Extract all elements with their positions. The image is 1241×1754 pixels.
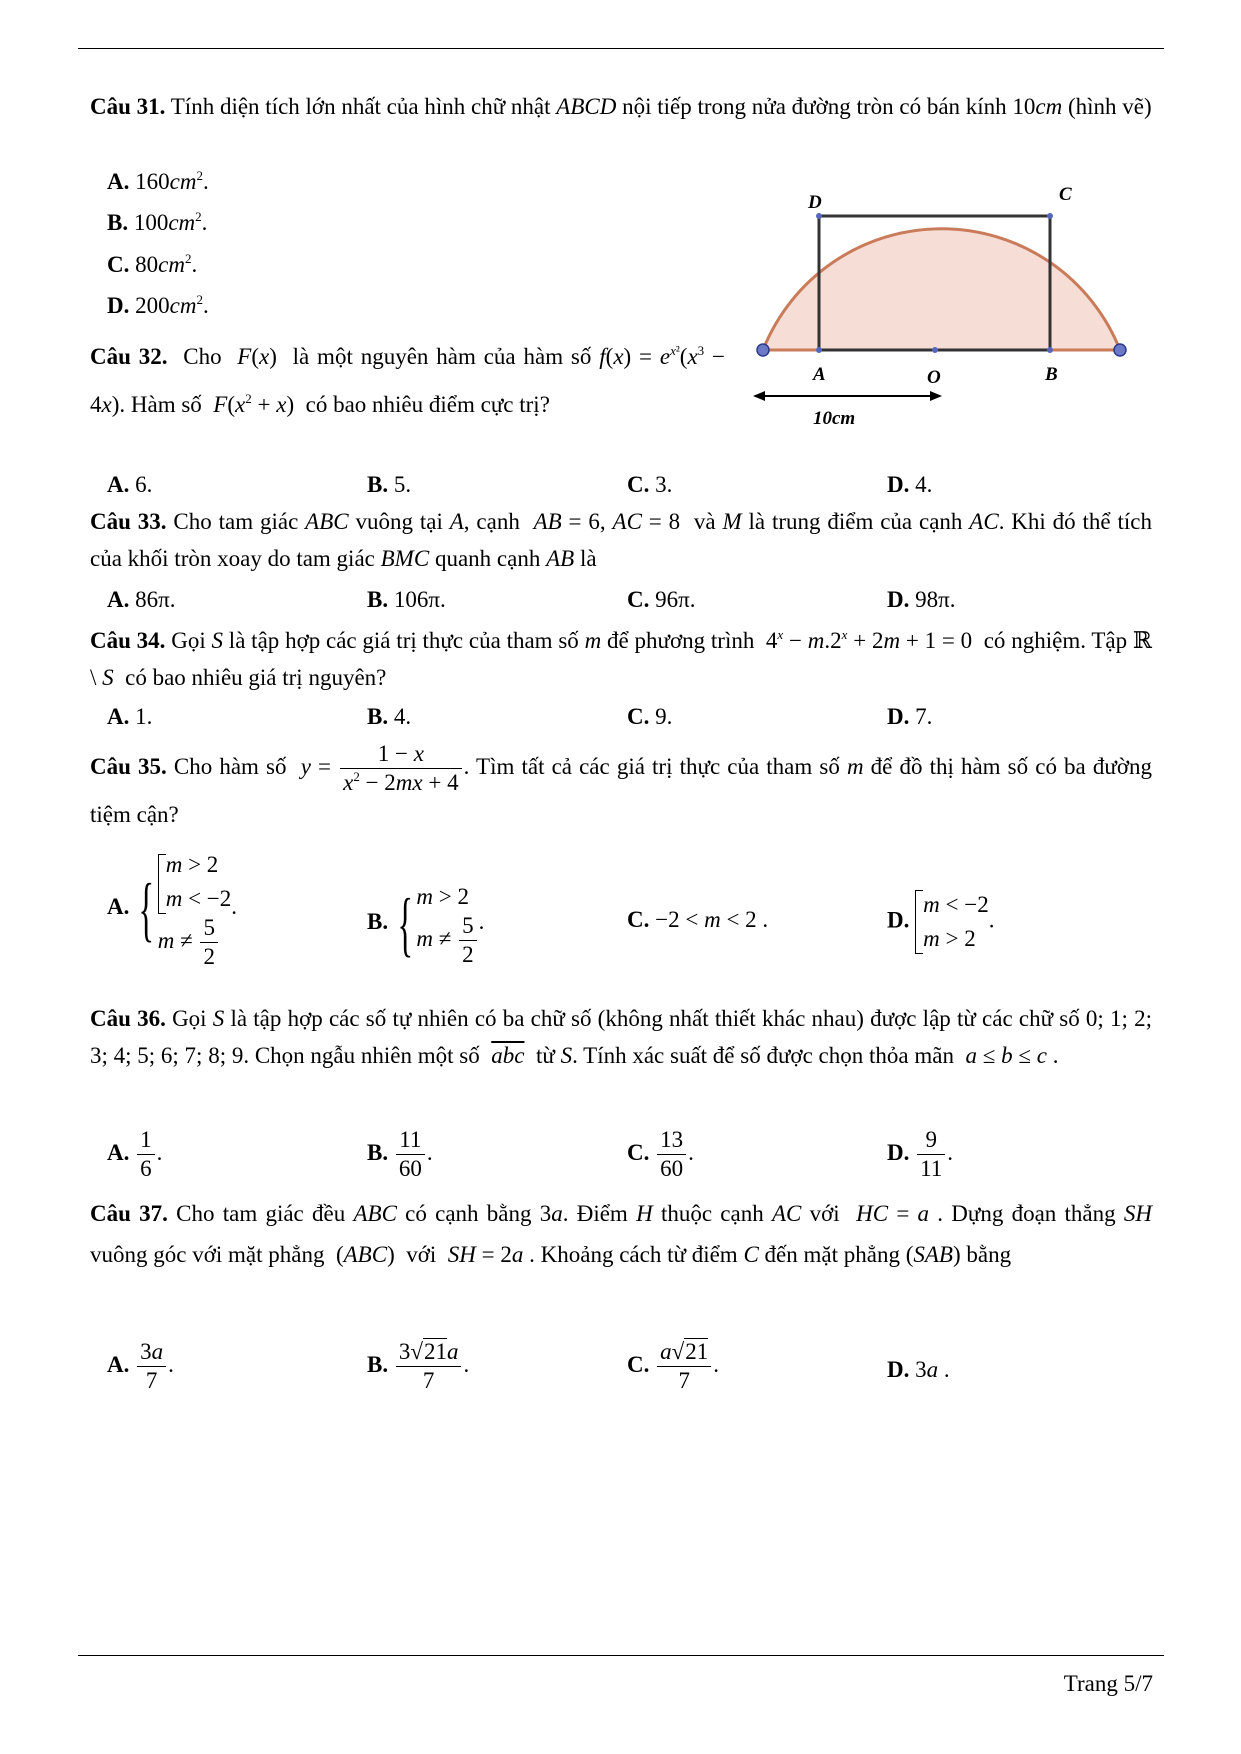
label-b: B bbox=[1045, 364, 1058, 385]
option-a: A. $\frac{1}{6}$ . bbox=[107, 1127, 163, 1182]
label-o: O bbox=[927, 367, 941, 388]
option-c: C. $\frac{13}{60}$ . bbox=[627, 1127, 694, 1182]
option-c: C. 3. bbox=[627, 472, 673, 497]
question-35: Câu 35. Cho hàm số y = $\frac{1 - x}{x^2 - 2mx + 4}$ . Tìm tất cả các giá trị thực của tham số m để đồ thị hàm số có ba đường tiệm cận? bbox=[90, 741, 1152, 828]
option-d: D. 3a . bbox=[887, 1357, 950, 1382]
option-b: B. $\frac{11}{60}$ . bbox=[367, 1127, 433, 1182]
option-d: D. 7. bbox=[887, 704, 933, 729]
option-d: D. $200cm^2$. bbox=[107, 292, 209, 318]
header-rule bbox=[78, 48, 1164, 49]
question-34: Câu 34. Gọi S là tập hợp các giá trị thực của tham số m để phương trình $4^x - m.2^x + 2m + 1 = 0$ có nghiệm. Tập ℝ \ S có bao nhiêu giá trị nguyên? bbox=[90, 627, 1152, 690]
option-b: B. $100cm^2$. bbox=[107, 209, 208, 235]
option-c: C. 96π. bbox=[627, 587, 696, 612]
question-32: Câu 32. Cho F(x) là một nguyên hàm của hàm số $f(x) = e^{x^2}(x^3 - 4x)$. Hàm số $F(x^2 + x)$ có bao nhiêu điểm cực trị? bbox=[90, 343, 725, 417]
option-c: C. $80cm^2$. bbox=[107, 251, 198, 277]
semicircle-figure bbox=[745, 160, 1145, 430]
option-a: A. $160cm^2$. bbox=[107, 168, 209, 194]
question-text: Tính diện tích lớn nhất của hình chữ nhật ABCD nội tiếp trong nửa đường tròn có bán kính 10cm (hình vẽ) bbox=[170, 94, 1152, 119]
question-36: Câu 36. Gọi S là tập hợp các số tự nhiên có ba chữ số (không nhất thiết khác nhau) được lập từ các chữ số 0; 1; 2; 3; 4; 5; 6; 7; 8; 9. Chọn ngẫu nhiên một số $\overline{abc}$ từ S. Tính xác suất để số được chọn thỏa mãn a ≤ b ≤ c . bbox=[90, 1006, 1152, 1068]
option-a: A. $\frac{3a}{7}$ . bbox=[107, 1339, 174, 1394]
question-33: Câu 33. Cho tam giác ABC vuông tại A, cạnh AB = 6, AC = 8 và M là trung điểm của cạnh AC. Khi đó thể tích của khối tròn xoay do tam giác BMC quanh cạnh AB là bbox=[90, 509, 1153, 571]
option-d: D. $\frac{9}{11}$ . bbox=[887, 1127, 954, 1182]
question-31 bbox=[90, 88, 1152, 125]
option-c: C. 9. bbox=[627, 704, 673, 729]
question-number: Câu 31. bbox=[90, 94, 166, 119]
question-37: Câu 37. Cho tam giác đều ABC có cạnh bằng 3a. Điểm H thuộc cạnh AC với HC = a . Dựng đoạn thẳng SH vuông góc với mặt phẳng (ABC) với SH = 2a . Khoảng cách từ điểm C đến mặt phẳng (SAB) bằng bbox=[90, 1201, 1153, 1267]
option-a: A. 1. bbox=[107, 704, 153, 729]
option-a: A. 6. bbox=[107, 472, 153, 497]
option-c: C. $\frac{a√21}{7}$ . bbox=[627, 1339, 719, 1394]
option-b: B. 4. bbox=[367, 704, 412, 729]
option-d: D. 4. bbox=[887, 472, 933, 497]
label-d: D bbox=[808, 192, 822, 213]
option-b: B. $\frac{3√21a}{7}$ . bbox=[367, 1339, 470, 1394]
option-d: D. m < −2 m > 2. bbox=[887, 888, 994, 956]
page-number: Trang 5/7 bbox=[1063, 1671, 1153, 1696]
option-c: C. −2 < m < 2 . bbox=[627, 907, 769, 932]
option-b: B. { m > 2 m ≠ $\frac{5}{2}$ . bbox=[367, 883, 485, 968]
option-b: B. 5. bbox=[367, 472, 412, 497]
footer-rule bbox=[78, 1655, 1164, 1656]
label-c: C bbox=[1059, 184, 1072, 205]
option-a: A. {m > 2 m < −2 m ≠ $\frac{5}{2}$ . bbox=[107, 852, 238, 970]
option-d: D. 98π. bbox=[887, 587, 956, 612]
measure-label: 10cm bbox=[813, 408, 856, 429]
label-a: A bbox=[813, 364, 826, 385]
option-b: B. 106π. bbox=[367, 587, 446, 612]
option-a: A. 86π. bbox=[107, 587, 176, 612]
